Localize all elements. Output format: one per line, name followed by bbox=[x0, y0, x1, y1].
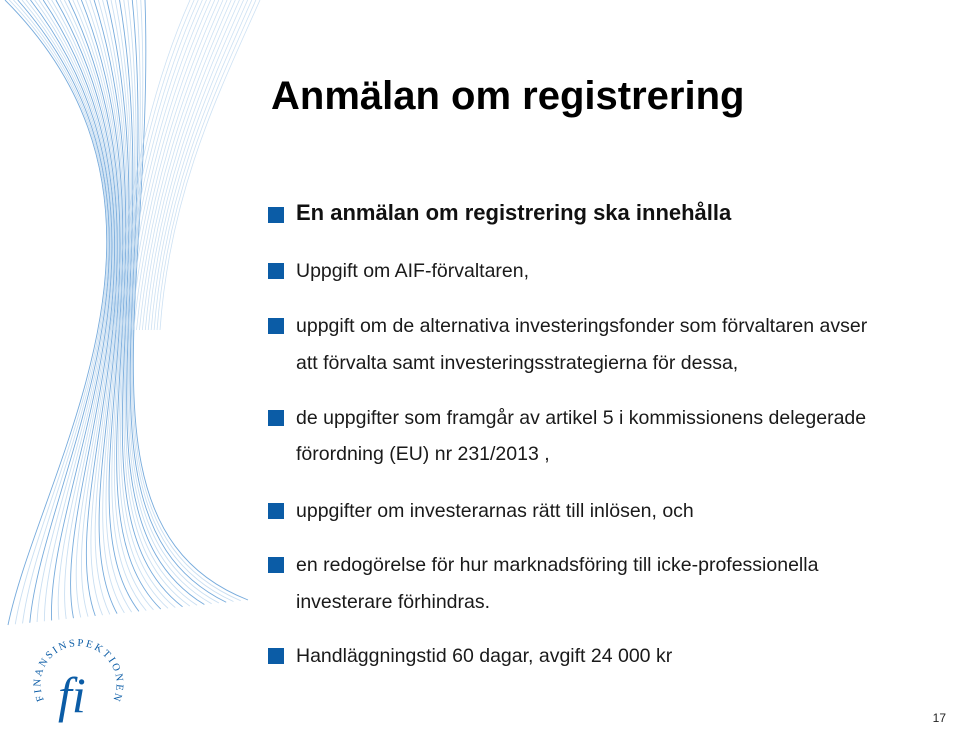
bullet-text: de uppgifter som framgår av artikel 5 i kommissionens delegerade bbox=[296, 407, 867, 429]
wave-line bbox=[142, 0, 235, 330]
page-number: 17 bbox=[932, 711, 946, 725]
bullet-text: uppgifter om investerarnas rätt till inlösen, och bbox=[296, 500, 694, 522]
wave-line-pattern bbox=[5, 0, 260, 625]
wave-line bbox=[154, 0, 252, 330]
bullet-marker bbox=[268, 318, 284, 334]
finansinspektionen-logo bbox=[32, 638, 124, 723]
bullet-text: uppgift om de alternativa investeringsfonder som förvaltaren avser bbox=[296, 315, 868, 337]
bullet-heading: En anmälan om registrering ska innehålla bbox=[296, 200, 732, 225]
bullet-text: Uppgift om AIF-förvaltaren, bbox=[296, 260, 530, 282]
bullet-text-continued: förordning (EU) nr 231/2013 , bbox=[296, 443, 550, 465]
bullet-marker bbox=[268, 503, 284, 519]
bullet-marker bbox=[268, 410, 284, 426]
bullet-marker bbox=[268, 557, 284, 573]
bullet-text: en redogörelse för hur marknadsföring till icke-professionella bbox=[296, 554, 819, 576]
bullet-text-continued: investerare förhindras. bbox=[296, 591, 491, 613]
bullet-marker bbox=[268, 207, 284, 223]
logo-seal-text: FINANSINSPEKTIONEN bbox=[32, 637, 125, 705]
bullet-text-continued: att förvalta samt investeringsstrategierna för dessa, bbox=[296, 352, 739, 374]
wave-line bbox=[22, 0, 110, 622]
wave-line bbox=[139, 0, 231, 330]
bullet-marker bbox=[268, 263, 284, 279]
wave-line bbox=[136, 0, 227, 330]
slide-title: Anmälan om registrering bbox=[271, 74, 745, 118]
bullet-text: Handläggningstid 60 dagar, avgift 24 000 kr bbox=[296, 645, 673, 667]
bullet-marker bbox=[268, 648, 284, 664]
logo-monogram: fi bbox=[58, 667, 86, 723]
wave-line bbox=[131, 0, 233, 602]
